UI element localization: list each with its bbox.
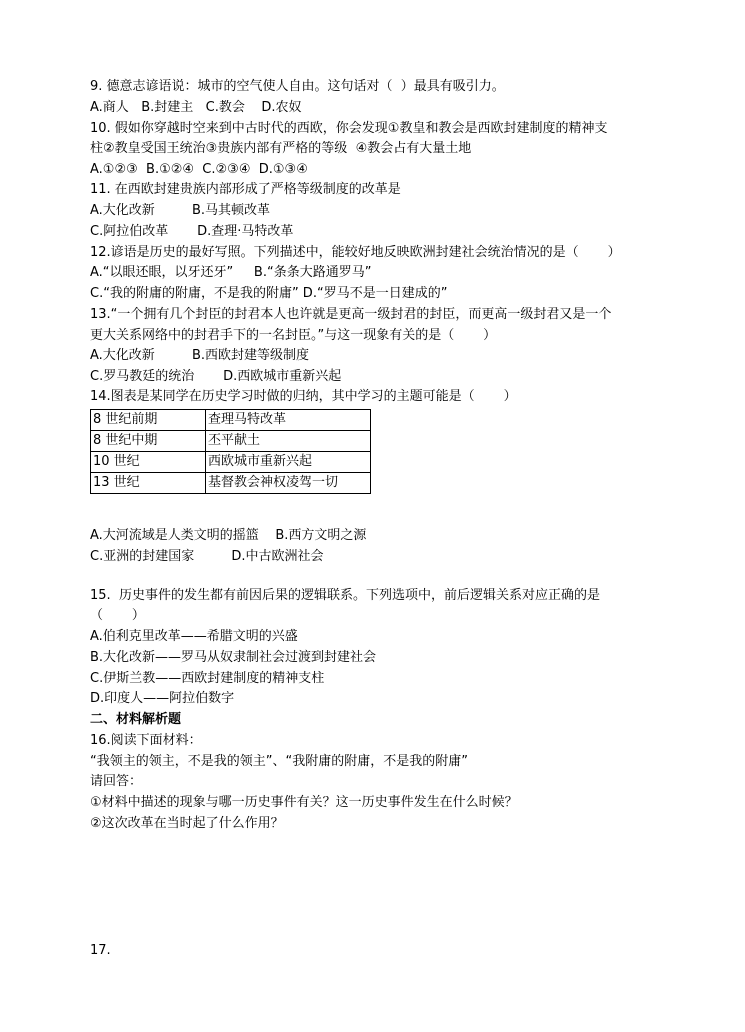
q15-option-d: D.印度人——阿拉伯数字 bbox=[90, 691, 235, 706]
q16-material: “我领主的领主，不是我的领主”、“我附庸的附庸，不是我的附庸” bbox=[90, 754, 468, 769]
table-row bbox=[91, 410, 371, 431]
q9-stem: 9. 德意志谚语说：城市的空气使人自由。这句话对（ ）最具有吸引力。 bbox=[90, 79, 505, 94]
q12-options-line1: A.“以眼还眼，以牙还牙” B.“条条大路通罗马” bbox=[90, 265, 372, 280]
q13-options-line2: C.罗马教廷的统治 D.西欧城市重新兴起 bbox=[90, 369, 342, 384]
q13-options-line1: A.大化改新 B.西欧封建等级制度 bbox=[90, 348, 310, 363]
table-cell-period: 10 世纪 bbox=[91, 452, 206, 473]
q14-options-line2: C.亚洲的封建国家 D.中古欧洲社会 bbox=[90, 549, 324, 564]
q11-options-line1: A.大化改新 B.马其顿改革 bbox=[90, 203, 271, 218]
q14-options-line1: A.大河流域是人类文明的摇篮 B.西方文明之源 bbox=[90, 528, 367, 543]
q17-number: 17. bbox=[90, 943, 111, 958]
table-cell-event: 丕平献土 bbox=[206, 431, 371, 452]
q10-stem-line2: 柱②教皇受国王统治③贵族内部有严格的等级 ④教会占有大量土地 bbox=[90, 141, 472, 156]
table-row bbox=[91, 473, 371, 494]
q16-sub-question-2: ②这次改革在当时起了什么作用？ bbox=[90, 816, 284, 831]
table-cell-period: 8 世纪前期 bbox=[91, 410, 206, 431]
q15-option-b: B.大化改新——罗马从奴隶制社会过渡到封建社会 bbox=[90, 650, 377, 665]
section-heading: 二、材料解析题 bbox=[90, 712, 182, 727]
q15-option-a: A.伯利克里改革——希腊文明的兴盛 bbox=[90, 629, 298, 644]
q10-stem-line1: 10. 假如你穿越时空来到中古时代的西欧，你会发现①教皇和教会是西欧封建制度的精神支 bbox=[90, 121, 608, 136]
table-cell-event: 查理马特改革 bbox=[206, 410, 371, 431]
q13-stem-line2: 更大关系网络中的封君手下的一名封臣。”与这一现象有关的是（ ） bbox=[90, 328, 497, 343]
q16-prompt: 请回答： bbox=[90, 774, 143, 789]
table-cell-period: 13 世纪 bbox=[91, 473, 206, 494]
q10-options: A.①②③ B.①②④ C.②③④ D.①③④ bbox=[90, 162, 308, 177]
q15-stem-line1: 15. 历史事件的发生都有前因后果的逻辑联系。下列选项中，前后逻辑关系对应正确的是 bbox=[90, 588, 600, 603]
q16-stem: 16.阅读下面材料： bbox=[90, 733, 202, 748]
table-cell-event: 西欧城市重新兴起 bbox=[206, 452, 371, 473]
q13-stem-line1: 13.“一个拥有几个封臣的封君本人也许就是更高一级封君的封臣，而更高一级封君又是一个 bbox=[90, 307, 612, 322]
q12-options-line2: C.“我的附庸的附庸，不是我的附庸” D.“罗马不是一日建成的” bbox=[90, 286, 448, 301]
q14-table bbox=[90, 409, 371, 494]
q14-stem: 14.图表是某同学在历史学习时做的归纳，其中学习的主题可能是（ ） bbox=[90, 389, 517, 404]
table-row bbox=[91, 452, 371, 473]
q12-stem: 12.谚语是历史的最好写照。下列描述中，能较好地反映欧洲封建社会统治情况的是（ ） bbox=[90, 245, 621, 260]
q16-sub-question-1: ①材料中描述的现象与哪一历史事件有关？这一历史事件发生在什么时候？ bbox=[90, 795, 518, 810]
q15-stem-line2: （ ） bbox=[90, 608, 145, 623]
table-row bbox=[91, 431, 371, 452]
q11-stem: 11. 在西欧封建贵族内部形成了严格等级制度的改革是 bbox=[90, 182, 401, 197]
table-cell-period: 8 世纪中期 bbox=[91, 431, 206, 452]
q11-options-line2: C.阿拉伯改革 D.查理·马特改革 bbox=[90, 224, 294, 239]
table-cell-event: 基督教会神权凌驾一切 bbox=[206, 473, 371, 494]
q9-options: A.商人 B.封建主 C.教会 D.农奴 bbox=[90, 100, 302, 115]
q15-option-c: C.伊斯兰教——西欧封建制度的精神支柱 bbox=[90, 671, 325, 686]
